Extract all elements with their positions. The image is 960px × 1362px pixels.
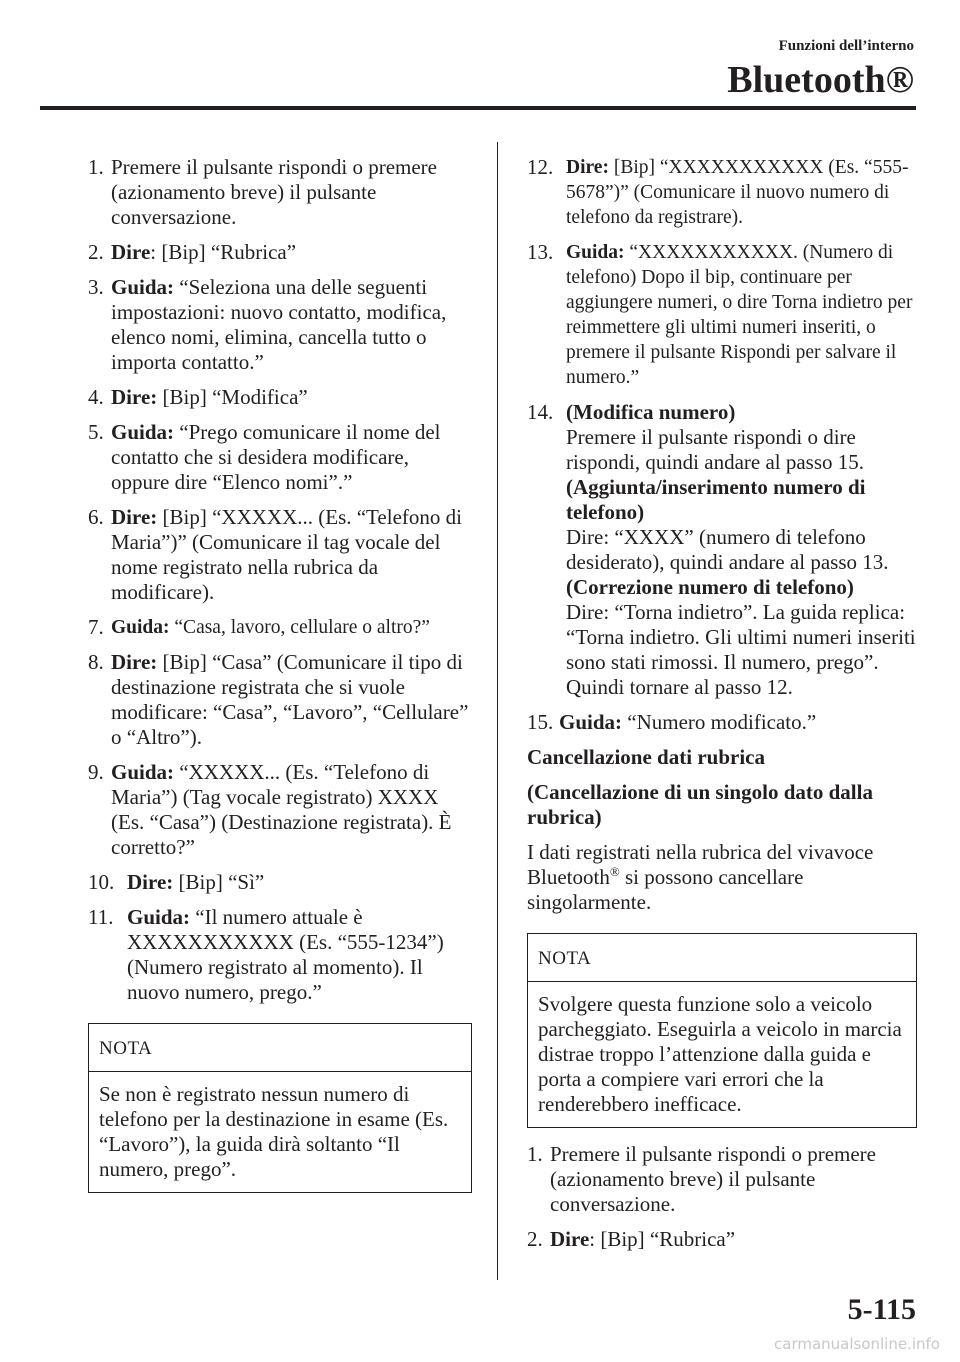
step-13: 13. Guida: “XXXXXXXXXXX. (Numero di telefono) Dopo il bip, continuare per aggiungere numeri, o dire Torna indietro per reimmettere gli ultimi numeri inseriti, o premere il pulsante Rispondi per salvare il numero.”	[527, 240, 913, 388]
step-10: 10. Dire: [Bip] “Sì”	[88, 870, 265, 894]
intro-paragraph: I dati registrati nella rubrica del vivavoce Bluetooth® si possono cancellare singolarmente.	[527, 840, 874, 914]
step-8: 8. Dire: [Bip] “Casa” (Comunicare il tipo di destinazione registrata che si vuole modificare: “Casa”, “Lavoro”, “Cellulare” o “Altro”).	[88, 650, 469, 749]
step-12: 12. Dire: [Bip] “XXXXXXXXXXX (Es. “555-5678”)” (Comunicare il nuovo numero di telefono da registrare).	[527, 155, 909, 228]
column-divider	[497, 142, 498, 1280]
right-column	[527, 155, 917, 1262]
note-box	[527, 933, 917, 1128]
note-heading: NOTA	[528, 934, 916, 982]
subsection-heading: (Cancellazione di un singolo dato dalla rubrica)	[527, 780, 873, 829]
step-1: 1. Premere il pulsante rispondi o premere (azionamento breve) il pulsante conversazione.	[527, 1142, 876, 1216]
step-4: 4. Dire: [Bip] “Modifica”	[88, 385, 308, 409]
section-title: Funzioni dell’interno	[778, 38, 914, 54]
note-text: Svolgere questa funzione solo a veicolo parcheggiato. Eseguirla a veicolo in marcia distrae troppo l’attenzione dalla guida e porta a compiere vari errori che la renderebbero inefficace.	[538, 992, 902, 1116]
option-heading: (Correzione numero di telefono)	[566, 575, 854, 599]
option-heading: (Modifica numero)	[566, 400, 736, 424]
step-14: 14. (Modifica numero) Premere il pulsante rispondi o dire rispondi, quindi andare al passo 15. (Aggiunta/inserimento numero di telefono) Dire: “XXXX” (numero di telefono desiderato), quindi andare al passo 13. (Correzione numero di telefono) Dire: “Torna indietro”. La guida replica: “Torna indietro. Gli ultimi numeri inseriti sono stati rimossi. Il numero, prego”. Quindi tornare al passo 12.	[527, 400, 916, 699]
note-text: Se non è registrato nessun numero di telefono per la destinazione in esame (Es. “Lavoro”), la guida dirà soltanto “Il numero, prego”.	[99, 1082, 449, 1181]
step-9: 9. Guida: “XXXXX... (Es. “Telefono di Maria”) (Tag vocale registrato) XXXX (Es. “Casa”) (Destinazione registrata). È corretto?”	[88, 760, 452, 859]
page-number: 5-115	[847, 1293, 916, 1326]
note-box	[88, 1023, 472, 1193]
section-heading: Cancellazione dati rubrica	[527, 745, 765, 769]
step-5: 5. Guida: “Prego comunicare il nome del contatto che si desidera modificare, oppure dire “Elenco nomi”.”	[88, 420, 441, 494]
step-1: 1. Premere il pulsante rispondi o premere (azionamento breve) il pulsante conversazione.	[88, 155, 437, 229]
step-6: 6. Dire: [Bip] “XXXXX... (Es. “Telefono di Maria”)” (Comunicare il tag vocale del nome registrato nella rubrica da modificare).	[88, 505, 462, 604]
step-11: 11. Guida: “Il numero attuale è XXXXXXXXXXX (Es. “555-1234”) (Numero registrato al momento). Il nuovo numero, prego.”	[88, 905, 444, 1004]
step-2: 2. Dire: [Bip] “Rubrica”	[88, 240, 297, 264]
step-3: 3. Guida: “Seleziona una delle seguenti impostazioni: nuovo contatto, modifica, elenco nomi, elimina, cancella tutto o importa contatto.”	[88, 275, 447, 374]
page-title: Bluetooth®	[727, 59, 914, 101]
header-rule	[40, 106, 916, 110]
watermark: carmanualsonline.info	[774, 1335, 940, 1353]
left-column	[88, 155, 472, 1207]
option-heading: (Aggiunta/inserimento numero di telefono)	[566, 475, 866, 524]
note-heading: NOTA	[89, 1024, 471, 1072]
step-15: 15. Guida: “Numero modificato.”	[527, 710, 817, 734]
step-2: 2. Dire: [Bip] “Rubrica”	[527, 1227, 736, 1251]
step-7: 7. Guida: “Casa, lavoro, cellulare o altro?”	[88, 615, 430, 639]
